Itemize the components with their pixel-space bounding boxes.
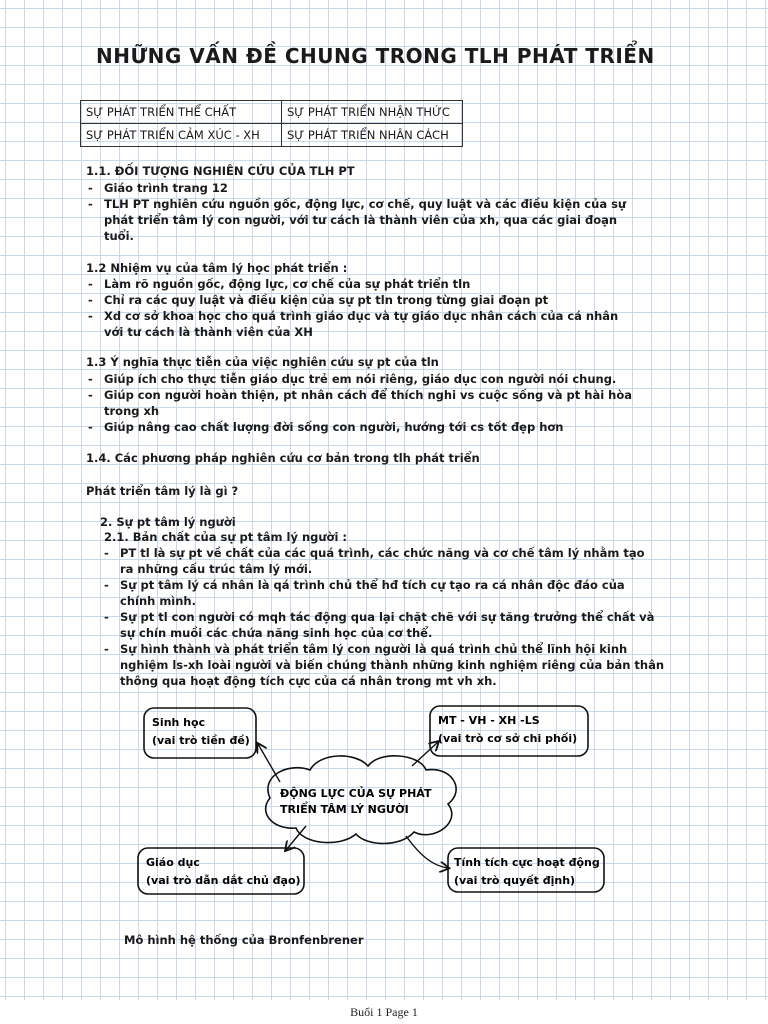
- part2-list: [102, 545, 664, 689]
- arrow-to-bottom-right: [406, 836, 448, 868]
- list-item-text: Giáo trình trang 12: [104, 181, 228, 195]
- box-top-right-note: (vai trò cơ sở chi phối): [438, 732, 578, 745]
- section-heading: 1.1. ĐỐI TƯỢNG NGHIÊN CỨU CỦA TLH PT: [86, 164, 355, 178]
- list-item-text: Giúp con người hoàn thiện, pt nhân cách để thích nghi vs cuộc sống và pt hài hòa: [104, 388, 633, 402]
- section-heading: 1.4. Các phương pháp nghiên cứu cơ bản trong tlh phát triển: [86, 451, 480, 465]
- list-item-text: nghiệm ls-xh loài người và biến chúng thành những kinh nghiệm riêng của bản thân: [120, 658, 665, 672]
- box-bottom-left-title: Giáo dục: [146, 856, 200, 869]
- list-item: [102, 545, 664, 577]
- part2-subheading: 2.1. Bản chất của sự pt tâm lý người :: [104, 530, 347, 544]
- table-row: [81, 101, 463, 124]
- box-bottom-right-title: Tính tích cực hoạt động: [454, 856, 600, 869]
- list-item-text: Giúp ích cho thực tiễn giáo dục trẻ em nói riêng, giáo dục con người nói chung.: [104, 372, 617, 386]
- list-item-text: Giúp nâng cao chất lượng đời sống con người, hướng tới cs tốt đẹp hơn: [104, 420, 564, 434]
- list-item-text: trong xh: [104, 404, 160, 418]
- topics-table: [80, 100, 463, 147]
- list-item-text: sự chín muồi các chứa năng sinh học của cơ thể.: [120, 626, 433, 640]
- table-cell: SỰ PHÁT TRIỂN CẢM XÚC - XH: [81, 124, 282, 147]
- list-item-text: Sự hình thành và phát triển tâm lý con người là quá trình chủ thể lĩnh hội kinh: [120, 642, 628, 656]
- list-item-text: Sự pt tl con người có mqh tác động qua lại chặt chẽ với sự tăng trưởng thể chất và: [120, 610, 655, 624]
- box-bottom-right-note: (vai trò quyết định): [454, 874, 576, 887]
- list-item-text: Chỉ ra các quy luật và điều kiện của sự pt tln trong từng giai đoạn pt: [104, 293, 549, 307]
- list-item: [102, 609, 664, 641]
- table-cell: SỰ PHÁT TRIỂN NHÂN CÁCH: [282, 124, 463, 147]
- part2-heading: 2. Sự pt tâm lý người: [100, 515, 236, 529]
- list-item-text: ra những cấu trúc tâm lý mới.: [120, 562, 313, 576]
- list-item-text: với tư cách là thành viên của XH: [104, 325, 313, 339]
- box-top-right-title: MT - VH - XH -LS: [438, 714, 540, 727]
- list-item: [86, 308, 618, 340]
- question-heading: Phát triển tâm lý là gì ?: [86, 484, 239, 498]
- list-item-text: phát triển tâm lý con người, với tư cách là thành viên của xh, qua các giai đoạn: [104, 213, 618, 227]
- page-footer: Buổi 1 Page 1: [350, 1005, 418, 1019]
- box-bottom-left-note: (vai trò dẫn dắt chủ đạo): [146, 874, 301, 887]
- list-item-text: thông qua hoạt động tích cực của cá nhân trong mt vh xh.: [120, 674, 497, 688]
- page-title: NHỮNG VẤN ĐỀ CHUNG TRONG TLH PHÁT TRIỂN: [96, 44, 655, 68]
- list-item: [86, 387, 632, 419]
- section-heading: 1.3 Ý nghĩa thực tiễn của việc nghiên cứu sự pt của tln: [86, 355, 439, 369]
- list-item-text: TLH PT nghiên cứu nguồn gốc, động lực, cơ chế, quy luật và các điều kiện của sự: [104, 197, 627, 211]
- table-cell: SỰ PHÁT TRIỂN NHẬN THỨC: [282, 101, 463, 124]
- section-list: [86, 371, 632, 435]
- list-item-text: Làm rõ nguồn gốc, động lực, cơ chế của sự phát triển tln: [104, 277, 471, 291]
- table-row: [81, 124, 463, 147]
- motivation-diagram: [130, 700, 610, 900]
- arrow-to-top-left: [258, 744, 280, 782]
- list-item-text: tuổi.: [104, 229, 134, 243]
- list-item: [86, 292, 618, 308]
- section-list: [86, 180, 626, 244]
- center-title-line2: TRIỂN TÂM LÝ NGƯỜI: [280, 803, 409, 816]
- list-item: [102, 577, 664, 609]
- list-item: [86, 419, 632, 435]
- box-top-left-note: (vai trò tiền đề): [152, 734, 250, 747]
- section-heading: 1.2 Nhiệm vụ của tâm lý học phát triển :: [86, 261, 348, 275]
- list-item: [86, 276, 618, 292]
- list-item: [102, 641, 664, 689]
- center-title-line1: ĐỘNG LỰC CỦA SỰ PHÁT: [280, 787, 432, 800]
- section-list: [86, 276, 618, 340]
- box-top-left-title: Sinh học: [152, 716, 206, 729]
- table-cell: SỰ PHÁT TRIỂN THỂ CHẤT: [81, 101, 282, 124]
- list-item: [86, 180, 626, 196]
- list-item-text: Xd cơ sở khoa học cho quá trình giáo dục và tự giáo dục nhân cách của cá nhân: [104, 309, 619, 323]
- list-item-text: Sự pt tâm lý cá nhân là qá trình chủ thể hđ tích cự tạo ra cá nhân độc đáo của: [120, 578, 625, 592]
- list-item-text: PT tl là sự pt về chất của các quá trình, các chức năng và cơ chế tâm lý nhằm tạo: [120, 546, 645, 560]
- list-item: [86, 371, 632, 387]
- box-bottom-left: [138, 848, 304, 894]
- list-item: [86, 196, 626, 244]
- bronfenbrener-note: Mô hình hệ thống của Bronfenbrener: [124, 933, 364, 947]
- list-item-text: chính mình.: [120, 594, 196, 608]
